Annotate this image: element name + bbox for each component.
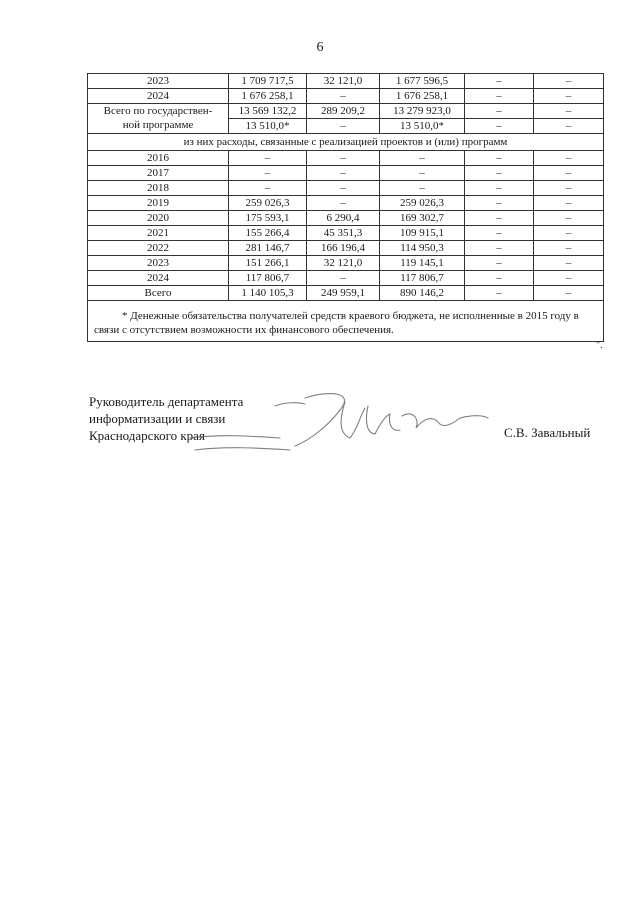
total-label: Всего [88, 286, 229, 301]
total-label: ной программе [88, 119, 229, 134]
table-cell: – [534, 151, 604, 166]
table-cell: 1 677 596,5 [380, 74, 465, 89]
table-cell: 259 026,3 [229, 196, 307, 211]
year-cell: 2020 [88, 211, 229, 226]
table-cell: – [380, 151, 465, 166]
table-cell: – [307, 119, 380, 134]
table-row [88, 181, 604, 196]
table-row [88, 166, 604, 181]
table-cell: 281 146,7 [229, 241, 307, 256]
table-cell: – [534, 286, 604, 301]
table-cell: 13 279 923,0 [380, 104, 465, 119]
table-cell: – [465, 104, 534, 119]
table-cell: 117 806,7 [380, 271, 465, 286]
table-cell: – [465, 181, 534, 196]
table-cell: – [534, 119, 604, 134]
table-cell: – [534, 166, 604, 181]
table-cell: 249 959,1 [307, 286, 380, 301]
table-cell: – [229, 151, 307, 166]
year-cell: 2023 [88, 74, 229, 89]
budget-table [87, 73, 604, 342]
handwritten-signature [180, 388, 490, 463]
table-cell: – [380, 181, 465, 196]
table-cell: – [465, 286, 534, 301]
table-cell: – [465, 241, 534, 256]
position-line: Краснодарского края [89, 428, 205, 443]
table-cell: – [534, 104, 604, 119]
table-cell: – [534, 181, 604, 196]
table-cell: – [534, 196, 604, 211]
year-cell: 2023 [88, 256, 229, 271]
table-cell: – [465, 89, 534, 104]
page-number: 6 [316, 40, 324, 55]
table-cell: 119 145,1 [380, 256, 465, 271]
table-cell: – [307, 271, 380, 286]
table-cell: – [465, 211, 534, 226]
table-cell: 45 351,3 [307, 226, 380, 241]
position-line: информатизации и связи [89, 411, 226, 426]
year-cell: 2019 [88, 196, 229, 211]
table-cell: – [307, 166, 380, 181]
table-row [88, 196, 604, 211]
year-cell: 2017 [88, 166, 229, 181]
table-cell: 13 510,0* [229, 119, 307, 134]
table-cell: – [465, 226, 534, 241]
table-cell: 169 302,7 [380, 211, 465, 226]
table-cell: – [229, 181, 307, 196]
table-cell: – [465, 196, 534, 211]
table-cell: – [534, 256, 604, 271]
table-cell: 175 593,1 [229, 211, 307, 226]
closing-quote-mark: ". [596, 340, 603, 351]
table-row [88, 151, 604, 166]
table-cell: – [307, 89, 380, 104]
table-row [88, 74, 604, 89]
table-cell: 13 569 132,2 [229, 104, 307, 119]
table-cell: 109 915,1 [380, 226, 465, 241]
section-title: из них расходы, связанные с реализацией проектов и (или) программ [88, 134, 604, 151]
table-cell: – [534, 211, 604, 226]
table-cell: – [534, 226, 604, 241]
table-cell: 259 026,3 [380, 196, 465, 211]
table-cell: 13 510,0* [380, 119, 465, 134]
year-cell: 2024 [88, 89, 229, 104]
table-cell: 114 950,3 [380, 241, 465, 256]
table-cell: 1 676 258,1 [380, 89, 465, 104]
year-cell: 2022 [88, 241, 229, 256]
table-cell: 890 146,2 [380, 286, 465, 301]
table-cell: – [465, 271, 534, 286]
table-cell: 1 676 258,1 [229, 89, 307, 104]
year-cell: 2021 [88, 226, 229, 241]
table-cell: – [307, 151, 380, 166]
table-cell: – [534, 89, 604, 104]
table-row [88, 271, 604, 286]
table-cell: – [534, 241, 604, 256]
total-label: Всего по государствен- [88, 104, 229, 119]
table-cell: 6 290,4 [307, 211, 380, 226]
table-cell: 155 266,4 [229, 226, 307, 241]
table-cell: 151 266,1 [229, 256, 307, 271]
table-row [88, 89, 604, 104]
table-row [88, 241, 604, 256]
table-cell: – [307, 196, 380, 211]
table-cell: – [307, 181, 380, 196]
table-cell: – [465, 166, 534, 181]
footnote-cell [88, 301, 604, 342]
table-cell: 289 209,2 [307, 104, 380, 119]
table-cell: – [380, 166, 465, 181]
table-cell: 32 121,0 [307, 74, 380, 89]
footnote-row [88, 301, 604, 342]
year-cell: 2016 [88, 151, 229, 166]
signatory-name: С.В. Завальный [504, 425, 591, 440]
table-row [88, 211, 604, 226]
table-cell: – [465, 74, 534, 89]
table-cell: 1 140 105,3 [229, 286, 307, 301]
table-row [88, 256, 604, 271]
table-cell: – [534, 74, 604, 89]
table-cell: – [229, 166, 307, 181]
year-cell: 2018 [88, 181, 229, 196]
table-row-total [88, 286, 604, 301]
section-row [88, 134, 604, 151]
table-row-total [88, 119, 604, 134]
table-cell: 166 196,4 [307, 241, 380, 256]
table-cell: – [465, 151, 534, 166]
table-cell: 117 806,7 [229, 271, 307, 286]
footnote-text: * Денежные обязательства получателей средств краевого бюджета, не исполненные в 2015 году в связи с отсутствием возможности их финансового обеспечения. [94, 310, 579, 336]
table-cell: – [534, 271, 604, 286]
table-row [88, 226, 604, 241]
position-line: Руководитель департамента [89, 394, 244, 409]
table-cell: – [465, 119, 534, 134]
table-cell: – [465, 256, 534, 271]
table-row-total [88, 104, 604, 119]
table-cell: 1 709 717,5 [229, 74, 307, 89]
year-cell: 2024 [88, 271, 229, 286]
table-cell: 32 121,0 [307, 256, 380, 271]
